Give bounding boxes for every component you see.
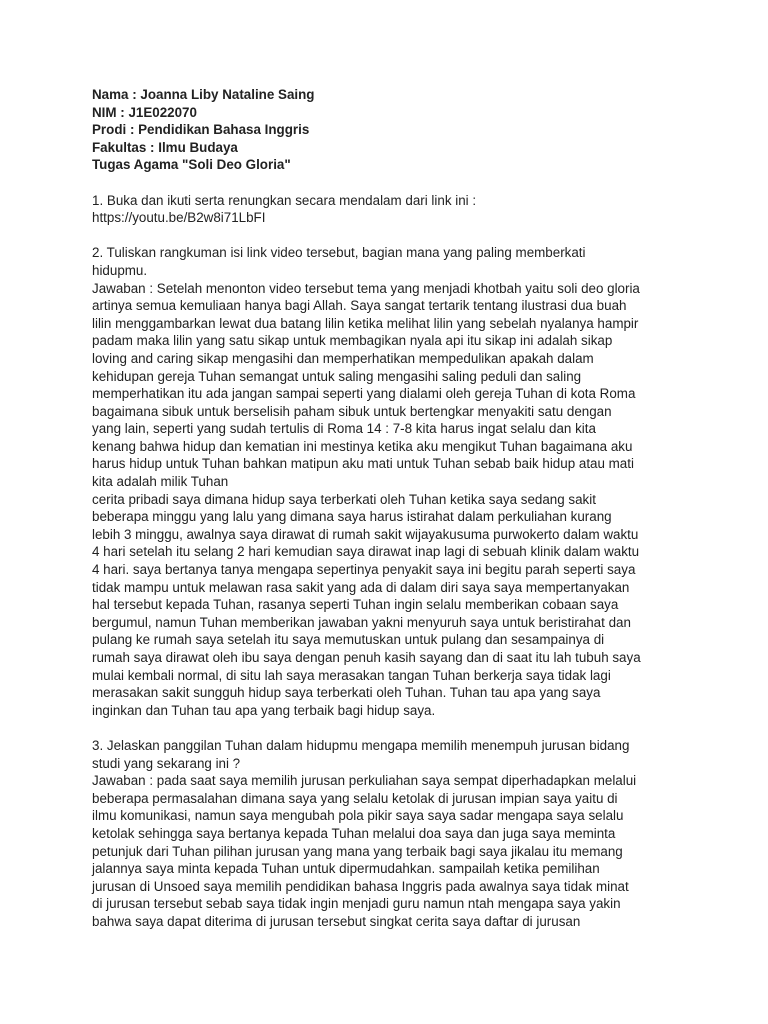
question-2 <box>92 244 692 719</box>
answer-3-line: Jawaban : pada saat saya memilih jurusan perkuliahan saya sempat diperhadapkan melalui <box>92 773 637 789</box>
answer-2-line: pulang ke rumah saya setelah itu saya memutuskan untuk pulang dan sesampainya di <box>92 632 605 648</box>
video-link[interactable]: https://youtu.be/B2w8i71LbFI <box>92 210 266 226</box>
answer-3-line: beberapa permasalahan dimana saya yang selalu ketolak di jurusan impian saya yaitu di <box>92 790 618 806</box>
answer-2-line: rumah saya dirawat oleh ibu saya dengan penuh kasih sayang dan di saat itu lah tubuh saya <box>92 650 641 665</box>
answer-2-line: bergumul, namun Tuhan memberikan jawaban yakni menyuruh saya untuk beristirahat dan <box>92 614 631 630</box>
answer-2-line: artinya semua kemuliaan hanya bagi Allah. Saya sangat tertarik tentang ilustrasi dua buah <box>92 298 627 314</box>
student-info-header <box>92 86 692 174</box>
faculty: Fakultas : Ilmu Budaya <box>92 139 238 155</box>
answer-3-line: petunjuk dari Tuhan pilihan jurusan yang mana yang terbaik bagi saya jikalau itu memang <box>92 843 623 859</box>
answer-2-line: lebih 3 minggu, awalnya saya dirawat di rumah sakit wijayakusuma purwokerto dalam waktu <box>92 526 639 542</box>
answer-2-line: kenang bahwa hidup dan kematian ini mestinya ketika aku mengikut Tuhan bagaimana aku <box>92 438 633 454</box>
answer-2-line: mulai kembali normal, di situ lah saya merasakan tangan Tuhan berkerja saya tidak lagi <box>92 667 611 683</box>
answer-2-line: kehidupan gereja Tuhan semangat untuk saling mengasihi saling peduli dan saling <box>92 368 582 384</box>
answer-2-line: yang lain, seperti yang sudah tertulis di Roma 14 : 7-8 kita harus ingat selalu dan kita <box>92 421 596 437</box>
answer-3-line: jalannya saya minta kepada Tuhan untuk dipermudahkan. sampailah ketika pemilihan <box>92 861 600 877</box>
answer-2-line: 4 hari setelah itu selang 2 hari kemudian saya dirawat inap lagi di sebuah klinik dalam waktu <box>92 544 640 560</box>
question-3 <box>92 737 692 931</box>
answer-2-line: beberapa minggu yang lalu yang dimana saya harus istirahat dalam perkuliahan kurang <box>92 509 612 525</box>
answer-2-line: memperhatikan itu ada jangan sampai seperti yang dialami oleh gereja Tuhan di kota Roma <box>92 386 636 402</box>
answer-3-line: di jurusan tersebut sebab saya tidak ingin menjadi guru namun ntah mengapa saya yakin <box>92 896 621 912</box>
answer-2-line: merasakan sakit sungguh hidup saya terberkati oleh Tuhan. Tuhan tau apa yang saya <box>92 685 601 701</box>
question-2-line: hidupmu. <box>92 262 148 278</box>
spacer <box>92 227 692 245</box>
answer-3-line: ilmu komunikasi, namun saya mengubah pola pikir saya saya sadar mengapa saya selalu <box>92 808 624 824</box>
student-nim: NIM : J1E022070 <box>92 104 197 120</box>
spacer <box>92 174 692 192</box>
document-body <box>92 86 692 931</box>
answer-2-line: bagaimana sibuk untuk berselisih paham sibuk untuk bertengkar menyakiti satu dengan <box>92 403 612 419</box>
spacer <box>92 719 692 737</box>
question-1-text: 1. Buka dan ikuti serta renungkan secara mendalam dari link ini : <box>92 192 477 208</box>
answer-2-line: tidak mampu untuk melawan rasa sakit yang ada di dalam diri saya saya mempertanyakan <box>92 579 630 595</box>
answer-2-line: cerita pribadi saya dimana hidup saya terberkati oleh Tuhan ketika saya sedang sakit <box>92 491 596 507</box>
answer-2-line: inginkan dan Tuhan tau apa yang terbaik bagi hidup saya. <box>92 702 436 718</box>
answer-2-line: lilin menggambarkan lewat dua batang lilin ketika melihat lilin yang sebelah nyalanya hampir <box>92 315 639 331</box>
answer-2-line: Jawaban : Setelah menonton video tersebut tema yang menjadi khotbah yaitu soli deo gloria <box>92 280 640 296</box>
answer-2-line: harus hidup untuk Tuhan bahkan matipun aku mati untuk Tuhan sebab baik hidup atau mati <box>92 456 634 472</box>
study-program: Prodi : Pendidikan Bahasa Inggris <box>92 122 310 138</box>
answer-3-line: jurusan di Unsoed saya memilih pendidikan bahasa Inggris pada awalnya saya tidak minat <box>92 878 629 894</box>
question-1 <box>92 192 692 227</box>
student-name: Nama : Joanna Liby Nataline Saing <box>92 87 315 102</box>
answer-2-line: hal tersebut kepada Tuhan, rasanya seperti Tuhan ingin selalu memberikan cobaan saya <box>92 597 619 613</box>
answer-3-line: ketolak sehingga saya bertanya kepada Tuhan melalui doa saya dan juga saya meminta <box>92 825 616 841</box>
question-3-line: studi yang sekarang ini ? <box>92 755 241 771</box>
question-3-line: 3. Jelaskan panggilan Tuhan dalam hidupmu mengapa memilih menempuh jurusan bidang <box>92 737 630 753</box>
answer-2-line: loving and caring sikap mengasihi dan memperhatikan mempedulikan apakah dalam <box>92 350 594 366</box>
answer-2-line: padam maka lilin yang satu sikap untuk membagikan nyala api itu sikap ini adalah sikap <box>92 333 613 349</box>
assignment-title: Tugas Agama "Soli Deo Gloria" <box>92 157 291 173</box>
answer-2-line: kita adalah milik Tuhan <box>92 474 229 490</box>
answer-3-line: bahwa saya dapat diterima di jurusan tersebut singkat cerita saya daftar di jurusan <box>92 913 581 929</box>
question-2-line: 2. Tuliskan rangkuman isi link video tersebut, bagian mana yang paling memberkati <box>92 245 586 261</box>
answer-2-line: 4 hari. saya bertanya tanya mengapa sepertinya penyakit saya ini begitu parah seperti saya <box>92 562 636 578</box>
